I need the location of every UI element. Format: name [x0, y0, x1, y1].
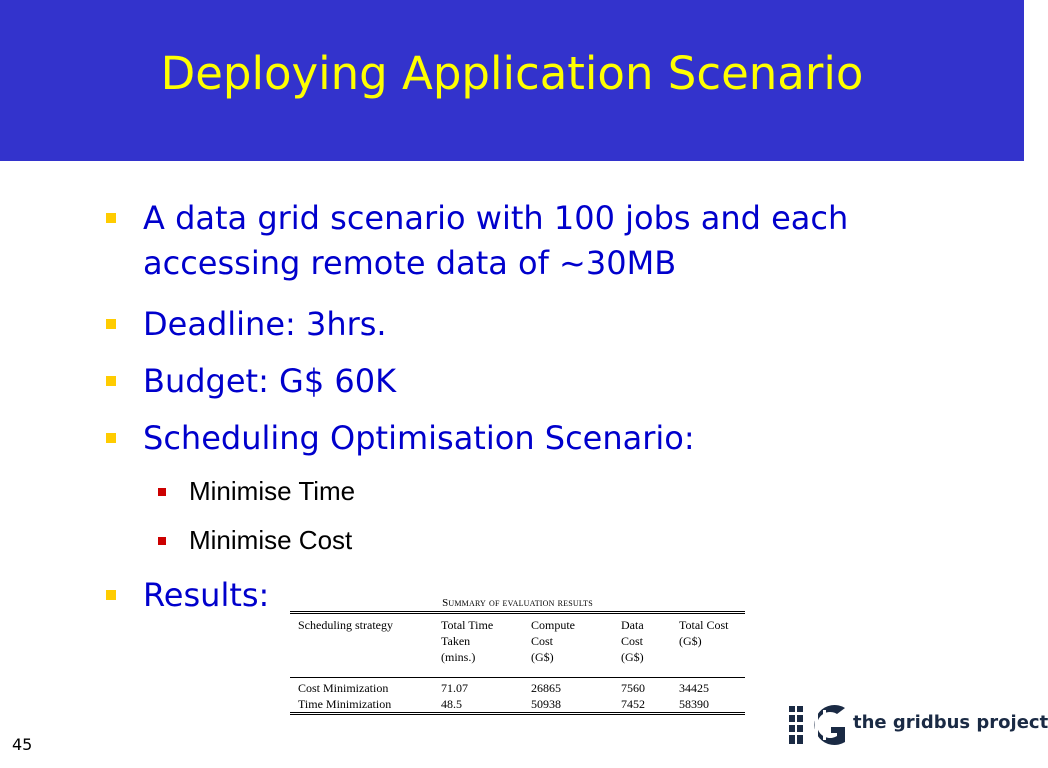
table-cell: 26865 [523, 678, 613, 697]
bullet-text: Budget: G$ 60K [143, 362, 397, 400]
header-line: (G$) [621, 650, 644, 664]
header-line: (G$) [531, 650, 554, 664]
table-row [290, 696, 745, 714]
slide-title: Deploying Application Scenario [160, 47, 864, 100]
bullet-item [143, 573, 303, 618]
page-number: 45 [12, 735, 33, 754]
bullet-item [143, 416, 963, 461]
bullet-item [143, 359, 963, 404]
table-cell: 7452 [621, 697, 645, 711]
bullet-marker-icon [106, 590, 116, 600]
table-cell: 48.5 [441, 697, 462, 711]
table-caption: Summary of evaluation results [442, 597, 593, 609]
header-line: Total Time [441, 618, 494, 632]
header-line: Data [621, 618, 644, 632]
sub-bullet-marker-icon [158, 537, 166, 545]
table-header-row [290, 613, 745, 678]
table-cell: 71.07 [433, 678, 523, 697]
header-line: Scheduling strategy [298, 618, 393, 632]
bullet-text: A data grid scenario with 100 jobs and each accessing remote data of ~30MB [143, 199, 849, 282]
logo-text: the gridbus project [853, 712, 1048, 733]
bullet-marker-icon [106, 213, 116, 223]
table-cell: Cost Minimization [290, 678, 433, 697]
bullet-marker-icon [106, 433, 116, 443]
table-cell: Time Minimization [298, 697, 392, 711]
bullet-text: Deadline: 3hrs. [143, 305, 387, 343]
bullet-text: Results: [143, 576, 270, 614]
bullet-text: Scheduling Optimisation Scenario: [143, 419, 695, 457]
sub-bullet-item [189, 522, 689, 558]
header-line: Compute [531, 618, 575, 632]
header-total-time [433, 613, 523, 678]
results-table-container [290, 597, 745, 715]
header-compute-cost [523, 613, 613, 678]
header-line: Cost [621, 634, 644, 648]
bullet-marker-icon [106, 319, 116, 329]
sub-bullet-text: Minimise Time [189, 476, 356, 506]
title-bar [0, 0, 1024, 161]
header-line: Total Cost [679, 618, 729, 632]
header-total-cost [671, 613, 745, 678]
header-data-cost [613, 613, 671, 678]
bullet-item [143, 196, 963, 286]
sub-bullet-item [189, 473, 689, 509]
table-cell: 7560 [613, 678, 671, 697]
table-cell: 34425 [671, 678, 745, 697]
bullet-marker-icon [106, 376, 116, 386]
header-line: (G$) [679, 634, 702, 648]
table-row [290, 678, 745, 697]
results-table [290, 611, 745, 715]
sub-bullet-marker-icon [158, 488, 166, 496]
bullet-item [143, 302, 963, 347]
header-line: Taken [441, 634, 471, 648]
table-cell: 50938 [531, 697, 561, 711]
header-scheduling-strategy [290, 613, 433, 678]
header-line: (mins.) [441, 650, 476, 664]
sub-bullet-text: Minimise Cost [189, 525, 353, 555]
table-cell: 58390 [679, 697, 709, 711]
header-line: Cost [531, 634, 554, 648]
